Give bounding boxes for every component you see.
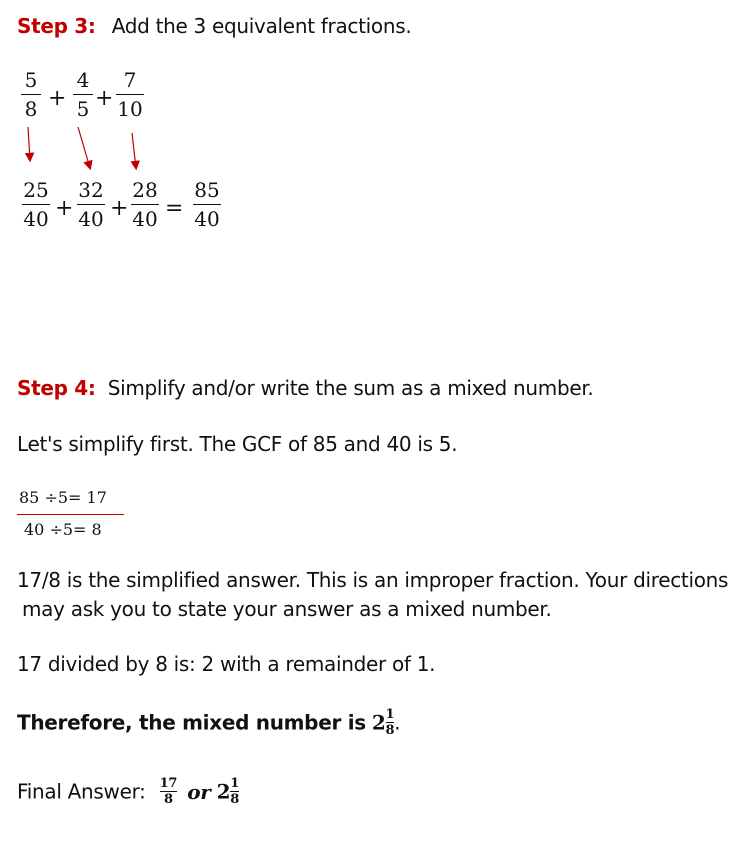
plus-sign: + <box>55 196 74 221</box>
improper-line-1: 17/8 is the simplified answer. This is an improper fraction. Your directions <box>17 568 729 592</box>
therefore-line <box>17 708 400 737</box>
division-bar <box>17 514 124 515</box>
denominator: 40 <box>23 207 49 231</box>
fraction-bar <box>77 204 105 205</box>
step4-text: Simplify and/or write the sum as a mixed number. <box>107 376 594 400</box>
divided-line: 17 divided by 8 is: 2 with a remainder of 1. <box>17 652 436 676</box>
denominator: 8 <box>164 792 173 807</box>
numerator: 85 <box>194 178 220 202</box>
step3-text: Add the 3 equivalent fractions. <box>111 14 412 38</box>
fraction-bar <box>131 204 159 205</box>
numerator: 17 <box>159 776 178 791</box>
fraction-85-40 <box>193 180 221 229</box>
final-improper-fraction <box>160 777 178 806</box>
therefore-text: Therefore, the mixed number is <box>17 710 366 735</box>
final-answer <box>17 777 239 806</box>
numerator: 25 <box>23 178 49 202</box>
mixed-fraction <box>386 708 395 737</box>
plus-sign: + <box>110 196 129 221</box>
step3-label: Step 3: <box>17 14 96 38</box>
or-word: or <box>187 779 211 804</box>
denominator: 8 <box>24 97 38 121</box>
fraction-32-40 <box>77 180 105 229</box>
division-bottom: 40 ÷5= 8 <box>24 520 102 539</box>
equals-sign: = <box>165 196 184 221</box>
step4-label: Step 4: <box>17 376 96 400</box>
plus-sign: + <box>48 86 67 111</box>
period: . <box>394 710 401 735</box>
denominator: 8 <box>385 723 395 738</box>
step4-heading <box>17 376 594 400</box>
numerator: 5 <box>24 68 38 92</box>
final-mixed-fraction <box>230 777 239 806</box>
final-label: Final Answer: <box>17 779 146 804</box>
arrow-down-icon <box>78 127 90 168</box>
denominator: 8 <box>230 792 239 807</box>
denominator: 40 <box>194 207 220 231</box>
denominator: 40 <box>78 207 104 231</box>
fraction-25-40 <box>22 180 50 229</box>
final-mixed-whole: 2 <box>216 779 231 804</box>
fraction-28-40 <box>131 180 159 229</box>
conversion-arrows <box>0 0 200 180</box>
fraction-bar <box>193 204 221 205</box>
plus-sign: + <box>95 86 114 111</box>
mixed-whole: 2 <box>371 710 386 735</box>
numerator: 1 <box>230 776 239 791</box>
numerator: 32 <box>78 178 104 202</box>
division-top: 85 ÷5= 17 <box>19 488 107 507</box>
arrow-down-icon <box>132 133 136 168</box>
fraction-bar <box>22 204 50 205</box>
improper-line-2: may ask you to state your answer as a mixed number. <box>22 597 552 621</box>
denominator: 10 <box>117 97 143 121</box>
numerator: 7 <box>123 68 137 92</box>
numerator: 28 <box>132 178 158 202</box>
numerator: 4 <box>76 68 90 92</box>
numerator: 1 <box>385 707 395 722</box>
denominator: 5 <box>76 97 90 121</box>
denominator: 40 <box>132 207 158 231</box>
gcf-line: Let's simplify first. The GCF of 85 and 40 is 5. <box>17 432 458 456</box>
arrow-down-icon <box>28 127 30 160</box>
